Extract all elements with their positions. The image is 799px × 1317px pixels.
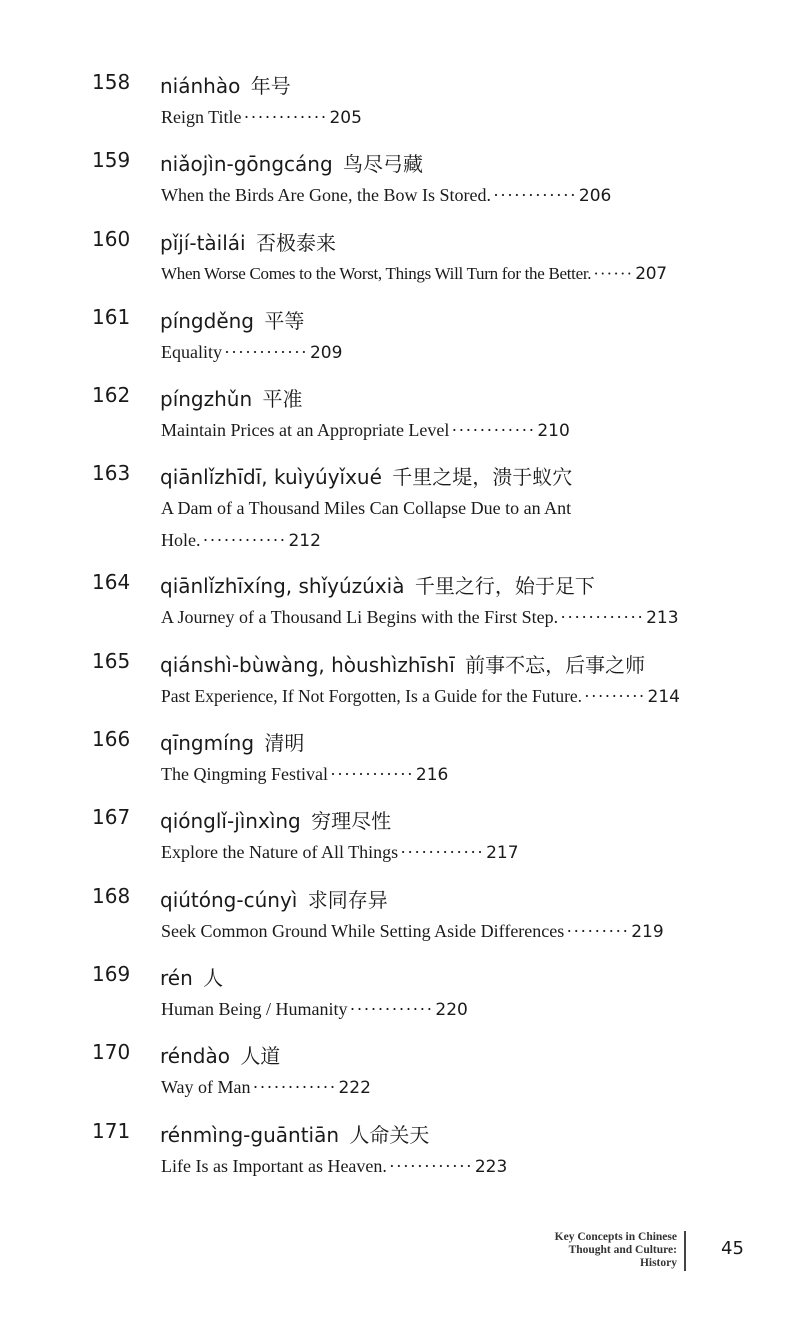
entry-number: 158 <box>92 70 131 94</box>
toc-entry <box>0 880 799 958</box>
leader-dots: ············ <box>451 420 536 441</box>
entry-heading <box>160 70 291 99</box>
entry-hanzi: 人 <box>203 965 224 990</box>
entry-pinyin: qiānlǐzhīxíng, shǐyúzúxià <box>160 574 405 599</box>
entry-english: When Worse Comes to the Worst, Things Will Turn for the Better. <box>161 263 592 283</box>
entry-pinyin: niánhào <box>160 74 241 98</box>
entry-hanzi: 鸟尽弓藏 <box>343 152 424 177</box>
entry-pinyin: rén <box>160 965 193 990</box>
entry-page: 210 <box>537 421 570 442</box>
toc-entry <box>0 301 799 379</box>
entry-english: Seek Common Ground While Setting Aside Differences <box>161 920 565 941</box>
entry-hanzi: 人道 <box>240 1044 281 1069</box>
entry-pinyin: niǎojìn-gōngcáng <box>160 152 333 177</box>
entry-heading <box>160 148 423 177</box>
entry-pinyin: qiútóng-cúnyì <box>160 887 298 912</box>
entry-number: 160 <box>92 226 131 251</box>
leader-dots: ············ <box>560 607 645 628</box>
entry-hanzi: 清明 <box>264 731 305 756</box>
entry-english: Past Experience, If Not Forgotten, Is a Guide for the Future. <box>161 685 583 706</box>
leader-dots: ············ <box>202 530 287 551</box>
leader-dots: ············ <box>400 842 485 863</box>
entry-english-line <box>161 179 761 212</box>
entry-english: Human Being / Humanity <box>161 998 348 1019</box>
entry-number: 170 <box>92 1040 131 1065</box>
entry-heading <box>160 727 304 756</box>
leader-dots: ············ <box>388 1155 473 1176</box>
entry-hanzi: 平等 <box>264 308 305 333</box>
entry-english-line <box>161 258 761 290</box>
entry-pinyin: rénmìng-guāntiān <box>160 1122 340 1147</box>
entry-english: Life Is as Important as Heaven. <box>161 1155 387 1176</box>
entry-english-line <box>161 1071 761 1104</box>
entry-english: A Journey of a Thousand Li Begins with the First Step. <box>161 607 559 628</box>
toc-entry <box>0 566 799 644</box>
toc-entry <box>0 801 799 879</box>
entry-english: When the Birds Are Gone, the Bow Is Stored. <box>161 185 491 206</box>
entry-heading <box>160 227 336 256</box>
entry-heading <box>160 1119 429 1148</box>
entry-heading <box>160 649 645 678</box>
entry-english: The Qingming Festival <box>161 764 328 785</box>
page-number: 45 <box>721 1238 744 1259</box>
entry-english: Equality <box>161 341 222 362</box>
entry-number: 171 <box>92 1118 131 1143</box>
toc-entry-list <box>0 66 799 1193</box>
leader-dots: ············ <box>252 1077 337 1098</box>
entry-pinyin: píngděng <box>160 308 254 333</box>
entry-hanzi: 千里之行，始于足下 <box>414 574 595 599</box>
entry-heading <box>160 305 304 334</box>
entry-heading <box>160 1040 280 1069</box>
entry-pinyin: pǐjí-tàilái <box>160 230 246 255</box>
running-footer-title <box>500 1231 677 1270</box>
entry-pinyin: píngzhǔn <box>160 387 253 412</box>
entry-english-line <box>161 915 761 948</box>
footer-title-line: Thought and Culture: <box>568 1244 677 1256</box>
footer-title-line: History <box>639 1257 677 1269</box>
entry-hanzi: 求同存异 <box>307 887 388 912</box>
toc-entry <box>0 1115 799 1193</box>
entry-number: 169 <box>92 961 131 986</box>
entry-page: 212 <box>288 531 321 552</box>
entry-number: 163 <box>92 461 131 486</box>
entry-pinyin: qiánshì-bùwàng, hòushìzhīshī <box>160 652 455 677</box>
leader-dots: ······ <box>593 263 634 283</box>
entry-number: 165 <box>92 648 131 673</box>
entry-page: 213 <box>646 608 679 629</box>
entry-page: 209 <box>309 342 343 363</box>
entry-english: Way of Man <box>161 1077 251 1098</box>
entry-heading <box>160 962 223 991</box>
toc-entry <box>0 1036 799 1114</box>
entry-page: 220 <box>435 999 468 1020</box>
entry-english-line <box>161 601 761 634</box>
toc-entry <box>0 144 799 222</box>
entry-hanzi: 否极泰来 <box>255 230 336 255</box>
entry-hanzi: 千里之堤，溃于蚁穴 <box>392 465 573 490</box>
toc-entry <box>0 958 799 1036</box>
entry-page: 219 <box>631 921 664 942</box>
entry-number: 161 <box>92 304 131 329</box>
toc-entry <box>0 223 799 301</box>
leader-dots: ········· <box>566 920 630 941</box>
toc-entry <box>0 723 799 801</box>
entry-english-line <box>161 836 761 869</box>
toc-entry <box>0 457 799 566</box>
entry-page: 222 <box>338 1078 371 1099</box>
leader-dots: ············ <box>224 341 308 362</box>
entry-english: Maintain Prices at an Appropriate Level <box>161 420 450 441</box>
entry-number: 166 <box>92 727 131 752</box>
entry-page: 214 <box>647 686 680 707</box>
entry-english-line <box>161 758 761 791</box>
entry-pinyin: qīngmíng <box>160 731 255 756</box>
entry-page: 205 <box>329 108 362 128</box>
entry-pinyin: qiānlǐzhīdī, kuìyúyǐxué <box>160 465 382 490</box>
entry-number: 162 <box>92 383 131 408</box>
entry-pinyin: réndào <box>160 1044 230 1069</box>
entry-heading <box>160 884 388 913</box>
entry-english-line <box>161 414 761 447</box>
toc-entry <box>0 645 799 723</box>
leader-dots: ············ <box>329 764 414 785</box>
leader-dots: ············ <box>349 998 434 1019</box>
entry-number: 168 <box>92 883 131 908</box>
toc-entry <box>0 66 799 144</box>
entry-page: 217 <box>486 843 519 864</box>
entry-english: A Dam of a Thousand Miles Can Collapse Due to an Ant Hole. <box>161 498 572 551</box>
entry-page: 206 <box>578 186 612 207</box>
entry-english: Reign Title <box>161 107 242 127</box>
toc-entry <box>0 379 799 457</box>
footer-title-line: Key Concepts in Chinese <box>554 1231 677 1243</box>
entry-english-line <box>161 1150 761 1183</box>
entry-page: 216 <box>415 765 449 786</box>
entry-heading <box>160 570 595 599</box>
leader-dots: ············ <box>243 107 328 127</box>
entry-page: 207 <box>635 263 667 284</box>
entry-pinyin: qiónglǐ-jìnxìng <box>160 809 301 834</box>
entry-hanzi: 穷理尽性 <box>311 809 392 834</box>
entry-heading <box>160 805 391 834</box>
leader-dots: ············ <box>492 185 577 206</box>
entry-number: 164 <box>92 570 131 595</box>
entry-english-line <box>161 680 761 713</box>
entry-english-line <box>161 336 761 369</box>
entry-english-line <box>161 993 761 1026</box>
entry-hanzi: 人命关天 <box>349 1122 430 1147</box>
entry-page: 223 <box>474 1156 508 1177</box>
entry-english: Explore the Nature of All Things <box>161 842 399 863</box>
entry-number: 167 <box>92 805 131 830</box>
leader-dots: ········· <box>584 685 646 706</box>
entry-english-line <box>161 101 761 134</box>
entry-number: 159 <box>92 148 131 173</box>
entry-hanzi: 平准 <box>262 387 303 412</box>
entry-heading <box>160 383 303 412</box>
entry-heading <box>160 461 572 490</box>
entry-hanzi: 前事不忘，后事之师 <box>465 652 646 677</box>
entry-english-line <box>161 492 601 557</box>
footer-divider <box>684 1231 686 1271</box>
entry-hanzi: 年号 <box>250 74 291 98</box>
